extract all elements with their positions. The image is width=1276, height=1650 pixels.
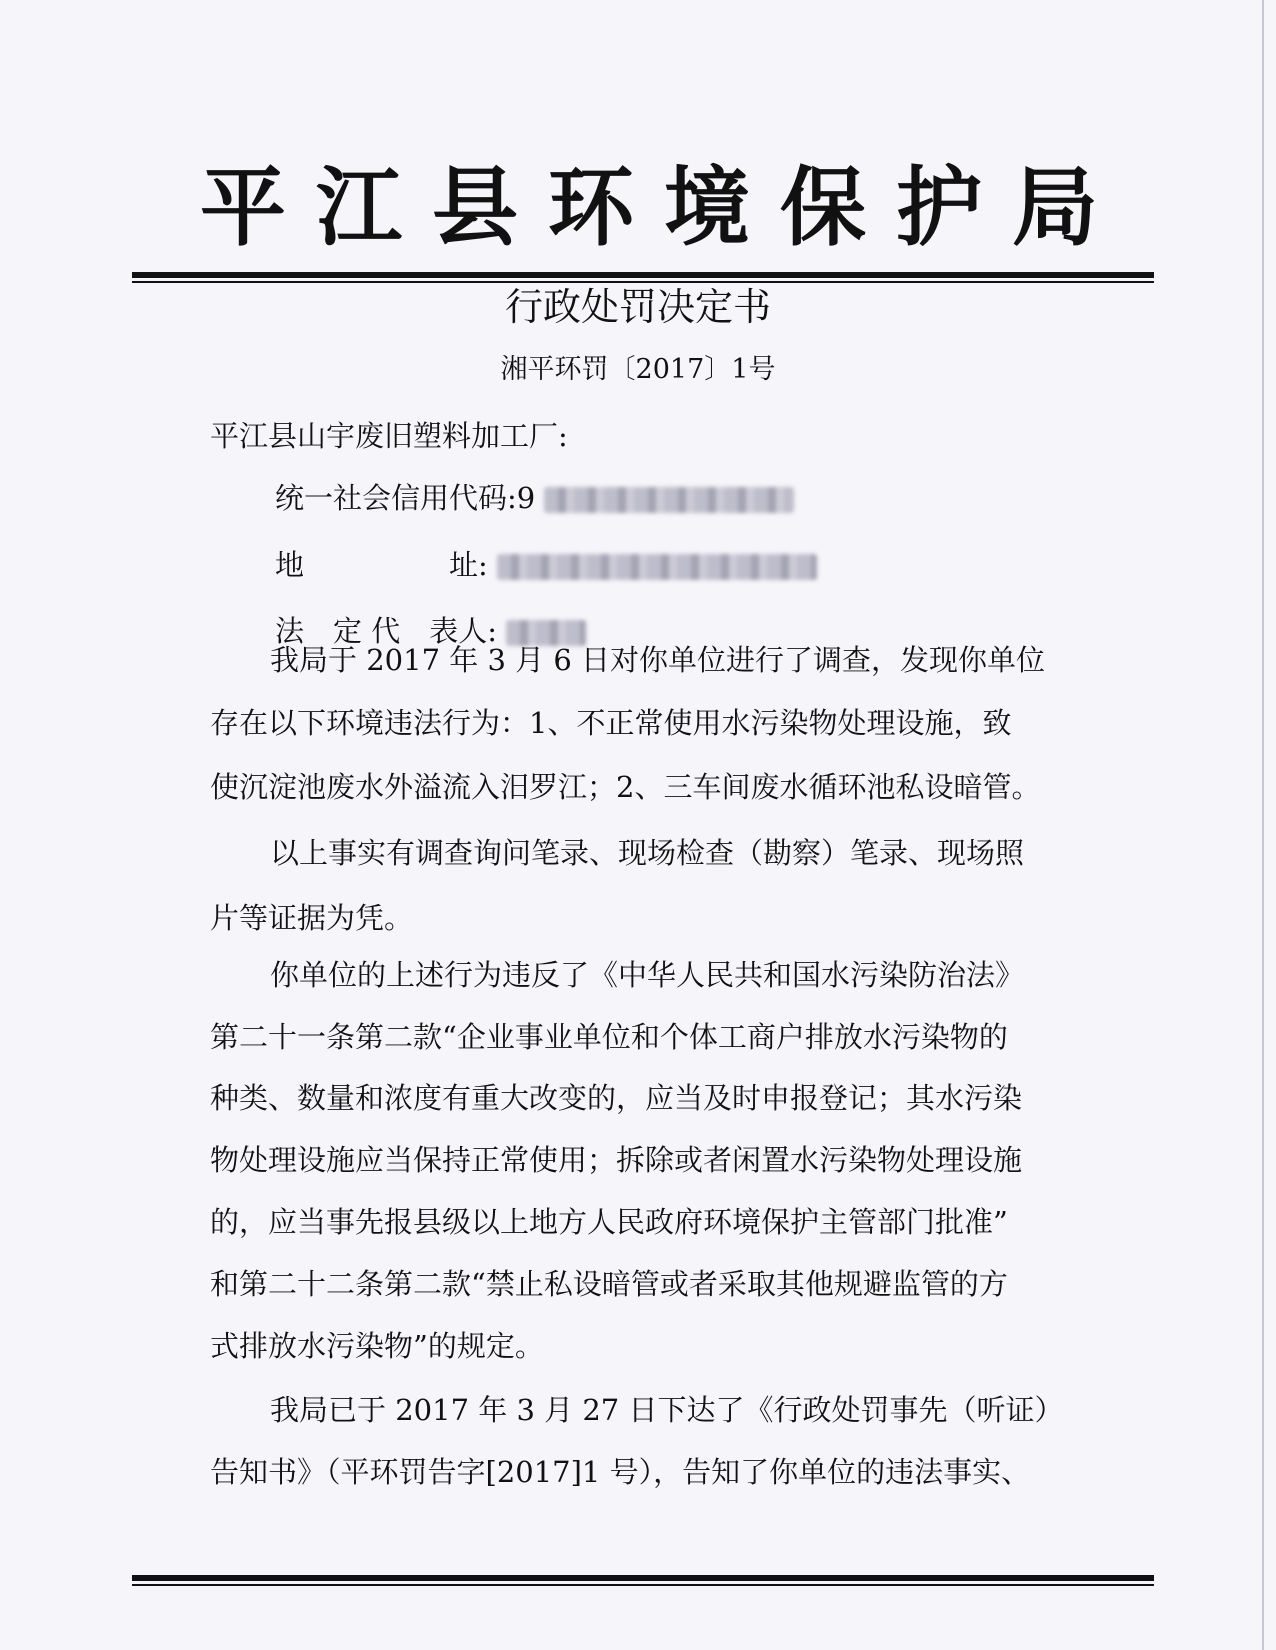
addressee: 平江县山宇废旧塑料加工厂:: [210, 419, 568, 453]
issuing-authority-title: 平江县环境保护局: [200, 158, 1128, 258]
document-number: 湘平环罚〔2017〕1号: [500, 354, 776, 385]
field-label: 地 址:: [275, 548, 488, 582]
body-line: 种类、数量和浓度有重大改变的，应当及时申报登记；其水污染: [210, 1081, 1023, 1115]
redacted-value: [544, 487, 794, 513]
field-credit-code: [275, 478, 794, 518]
body-line: 我局已于 2017 年 3 月 27 日下达了《行政处罚事先（听证）: [270, 1393, 1064, 1427]
body-line: 和第二十二条第二款“禁止私设暗管或者采取其他规避监管的方: [210, 1267, 1008, 1301]
body-line: 你单位的上述行为违反了《中华人民共和国水污染防治法》: [270, 958, 1025, 992]
field-label: 法 定 代 表人:: [275, 614, 497, 648]
body-line: 物处理设施应当保持正常使用；拆除或者闲置水污染物处理设施: [210, 1143, 1023, 1177]
field-value: 9: [516, 481, 536, 515]
body-line: 使沉淀池废水外溢流入汨罗江；2、三车间废水循环池私设暗管。: [210, 770, 1041, 804]
body-line: 式排放水污染物”的规定。: [210, 1329, 544, 1363]
body-line: 我局于 2017 年 3 月 6 日对你单位进行了调查，发现你单位: [270, 643, 1046, 677]
body-line: 以上事实有调查询问笔录、现场检查（勘察）笔录、现场照: [270, 836, 1025, 870]
footer-rule: [132, 1575, 1154, 1586]
body-line: 的，应当事先报县级以上地方人民政府环境保护主管部门批准”: [210, 1205, 1008, 1239]
field-label: 统一社会信用代码:: [275, 481, 517, 515]
body-line: 告知书》（平环罚告字[2017]1 号），告知了你单位的违法事实、: [210, 1455, 1031, 1489]
document-title: 行政处罚决定书: [504, 285, 771, 329]
body-line: 存在以下环境违法行为：1、不正常使用水污染物处理设施，致: [210, 706, 1012, 740]
body-line: 第二十一条第二款“企业事业单位和个体工商户排放水污染物的: [210, 1020, 1008, 1054]
field-address: [275, 545, 817, 585]
scan-edge: [1262, 0, 1264, 1650]
body-line: 片等证据为凭。: [210, 901, 414, 935]
redacted-value: [497, 554, 817, 580]
